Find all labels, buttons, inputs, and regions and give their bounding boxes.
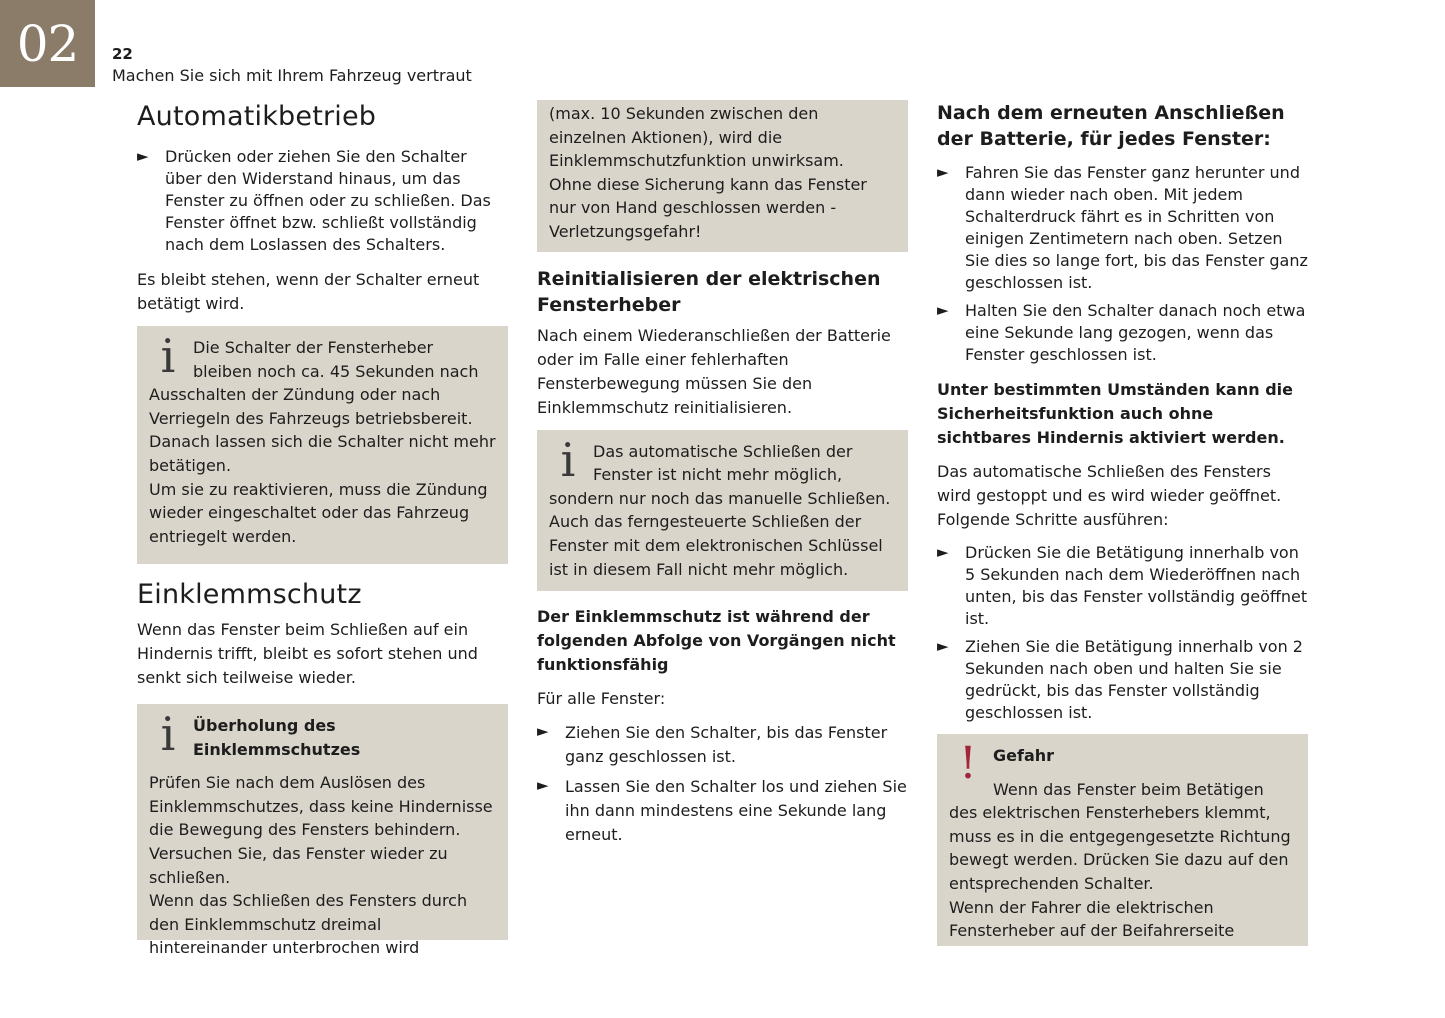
info-box: i Die Schalter der Fensterheber bleiben noch ca. 45 Sekunden nach Ausschalten der Zündung oder nach Verriegeln des Fahrzeugs betriebsbereit. Danach lassen sich die Schalter nicht mehr betätigen. Um sie zu reaktivieren, muss die Zündung wieder eingeschaltet oder das Fahrzeug entriegelt werden.: [137, 326, 508, 564]
info-icon: i: [160, 329, 176, 383]
bullet-item: ► Ziehen Sie die Betätigung innerhalb von 2 Sekunden nach oben und halten Sie sie gedrückt, bis das Fenster vollständig geschlossen ist.: [937, 637, 1303, 722]
heading-automatic-mode: Automatikbetrieb: [137, 101, 377, 132]
paragraph: Für alle Fenster:: [537, 689, 666, 709]
bullet-item: ► Drücken Sie die Betätigung innerhalb von 5 Sekunden nach dem Wiederöffnen nach unten, bis das Fenster vollständig geöffnet ist.: [937, 543, 1308, 628]
column-2: [537, 100, 908, 853]
info-box: i Das automatische Schließen der Fenster ist nicht mehr möglich, sondern nur noch das manuelle Schließen. Auch das ferngesteuerte Schließen der Fenster mit dem elektronischen Schlüssel ist in diesem Fall nicht mehr möglich.: [537, 430, 908, 592]
column-3: [937, 100, 1308, 960]
arrow-icon: ►: [537, 776, 549, 795]
arrow-icon: ►: [937, 301, 949, 319]
paragraph: Es bleibt stehen, wenn der Schalter erneut betätigt wird.: [137, 270, 480, 313]
paragraph: Nach einem Wiederanschließen der Batterie oder im Falle einer fehlerhaften Fensterbewegung müssen Sie den Einklemmschutz reinitialisieren.: [537, 325, 891, 417]
arrow-icon: ►: [537, 722, 549, 741]
chapter-number: 02: [0, 0, 95, 87]
bullet-item: ► Lassen Sie den Schalter los und ziehen Sie ihn dann mindestens eine Sekunde lang erneut.: [537, 776, 907, 845]
info-icon: i: [560, 432, 576, 487]
arrow-icon: ►: [937, 543, 949, 561]
warning-box-title: Gefahr: [993, 746, 1055, 765]
info-box-title: Überholung des Einklemmschutzes: [193, 716, 361, 759]
bold-paragraph: Der Einklemmschutz ist während der folgenden Abfolge von Vorgängen nicht funktionsfähig: [537, 607, 896, 675]
paragraph: Folgende Schritte ausführen:: [937, 510, 1169, 529]
arrow-icon: ►: [937, 163, 949, 181]
info-box: i Überholung des Einklemmschutzes Prüfen Sie nach dem Auslösen des Einklemmschutzes, dass keine Hindernisse die Bewegung des Fensters behindern. Versuchen Sie, das Fenster wieder zu schließen. Wenn das Schließen des Fensters durch den Einklemmschutz dreimal hintereinander unterbrochen wird: [137, 704, 508, 940]
bullet-item: ► Drücken oder ziehen Sie den Schalter über den Widerstand hinaus, um das Fenster zu öffnen oder zu schließen. Das Fenster öffnet bzw. schließt vollständig nach dem Loslassen des Schalters.: [137, 147, 491, 254]
column-1: [137, 100, 508, 958]
warning-icon: !: [959, 738, 977, 789]
paragraph: Das automatische Schließen des Fensters wird gestoppt und es wird wieder geöffnet.: [937, 462, 1282, 505]
paragraph: Wenn das Fenster beim Schließen auf ein Hindernis trifft, bleibt es sofort stehen und senkt sich teilweise wieder.: [137, 620, 478, 687]
info-box-continued: (max. 10 Sekunden zwischen den einzelnen Aktionen), wird die Einklemmschutzfunktion unwirksam. Ohne diese Sicherung kann das Fenster nur von Hand geschlossen werden - Verletzungsgefahr!: [537, 100, 908, 252]
info-icon: i: [160, 707, 176, 761]
bullet-item: ► Halten Sie den Schalter danach noch etwa eine Sekunde lang gezogen, wenn das Fenster geschlossen ist.: [937, 301, 1306, 364]
section-title: Machen Sie sich mit Ihrem Fahrzeug vertraut: [112, 66, 472, 85]
page-number: 22: [112, 45, 133, 63]
arrow-icon: ►: [937, 637, 949, 655]
warning-box: ! Gefahr Wenn das Fenster beim Betätigen des elektrischen Fensterhebers klemmt, muss es in die entgegengesetzte Richtung bewegt werden. Drücken Sie dazu auf den entsprechenden Schalter. Wenn der Fahrer die elektrischen Fensterheber auf der Beifahrerseite: [937, 734, 1308, 946]
bullet-item: ► Ziehen Sie den Schalter, bis das Fenster ganz geschlossen ist.: [537, 722, 888, 767]
heading-pinch-protection: Einklemmschutz: [137, 579, 362, 610]
heading-reinitialize: Reinitialisieren der elektrischen Fensterheber: [537, 267, 881, 316]
bullet-item: ► Fahren Sie das Fenster ganz herunter und dann wieder nach oben. Mit jedem Schalterdruck fährt es in Schritten von einigen Zentimetern nach oben. Setzen Sie dies so lange fort, bis das Fenster ganz geschlossen ist.: [937, 163, 1308, 292]
bold-paragraph: Unter bestimmten Umständen kann die Sicherheitsfunktion auch ohne sichtbares Hindernis aktiviert werden.: [937, 380, 1293, 447]
arrow-icon: ►: [137, 147, 149, 165]
heading-after-battery: Nach dem erneuten Anschließen der Batterie, für jedes Fenster:: [937, 102, 1285, 150]
